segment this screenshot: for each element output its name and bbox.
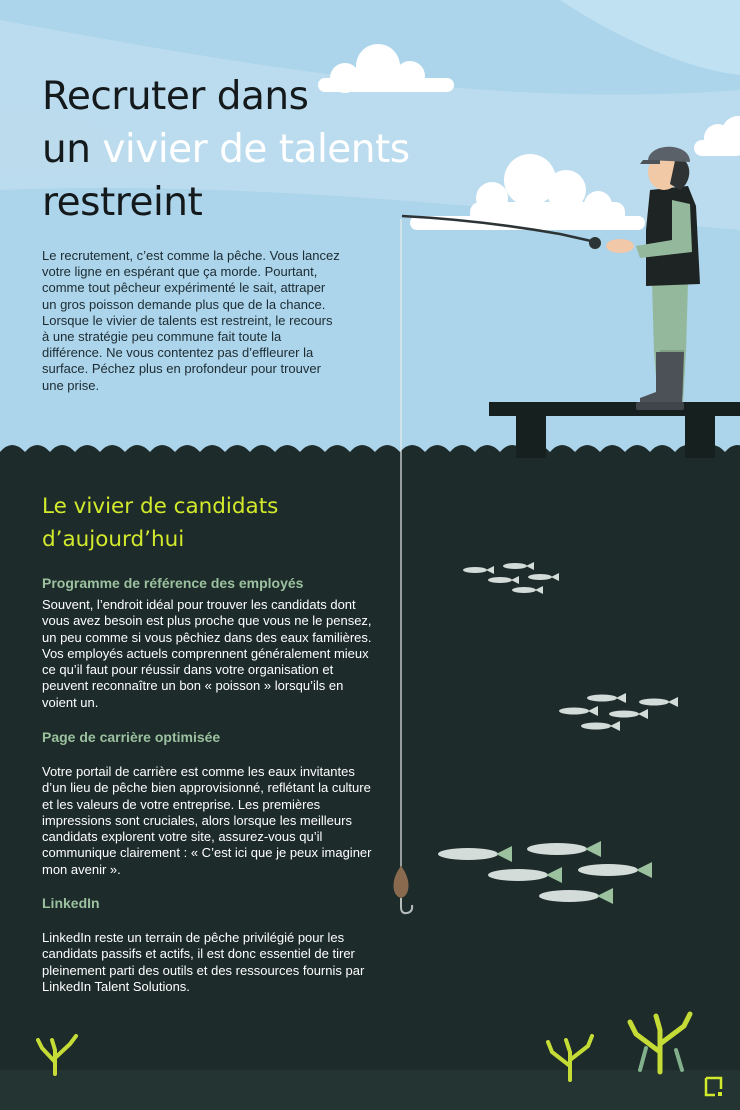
intro-paragraph: Le recrutement, c’est comme la pêche. Vous lancez votre ligne en espérant que ça morde. Pourtant, comme tout pêcheur expérimenté le sait, attraper un gros poisson demande plus que de la chance. Lorsque le vivier de talents est restreint, le recours à une stratégie peu commune fait toute la différence. Ne vous contentez pas d’effleurer la surface. Péchez plus en profondeur pour trouver une prise. bbox=[42, 248, 340, 393]
title-accent: vivier de talents bbox=[102, 127, 410, 172]
page-title bbox=[42, 70, 410, 229]
pool-heading bbox=[42, 490, 278, 556]
title-line-2-prefix: un bbox=[42, 127, 103, 172]
section-heading-referral: Programme de référence des employés bbox=[42, 575, 304, 591]
brand-logo-icon bbox=[704, 1076, 723, 1097]
seabed bbox=[0, 1070, 740, 1110]
title-line-3: restreint bbox=[42, 180, 203, 225]
section-heading-career-page: Page de carrière optimisée bbox=[42, 729, 221, 745]
pool-heading-line-2: d’aujourd’hui bbox=[42, 527, 185, 552]
section-body-career-page: Votre portail de carrière est comme les eaux invitantes d’un lieu de pêche bien approvisionné, reflétant la culture et les valeurs de votre entreprise. Les premières impressions sont cruciales, alors lorsque les meilleurs candidats explorent votre site, assurez-vous qu’il communique clairement : « C’est ici que je peux imaginer mon avenir ». bbox=[42, 764, 372, 877]
title-line-1: Recruter dans bbox=[42, 74, 309, 119]
pool-heading-line-1: Le vivier de candidats bbox=[42, 494, 279, 519]
section-heading-linkedin: LinkedIn bbox=[42, 895, 100, 911]
section-body-referral: Souvent, l’endroit idéal pour trouver les candidats dont vous avez besoin est plus proche que vous ne le pensez, un peu comme si vous pêchiez dans des eaux familières. Vos employés actuels comprennent généralement mieux ce qu’il faut pour réussir dans votre organisation et peuvent reconnaître un bon « poisson » lorsqu’ils en voient un. bbox=[42, 597, 372, 710]
section-body-linkedin: LinkedIn reste un terrain de pêche privilégié pour les candidats passifs et actifs, il est donc essentiel de tirer pleinement parti des outils et des ressources fournis par LinkedIn Talent Solutions. bbox=[42, 930, 365, 994]
